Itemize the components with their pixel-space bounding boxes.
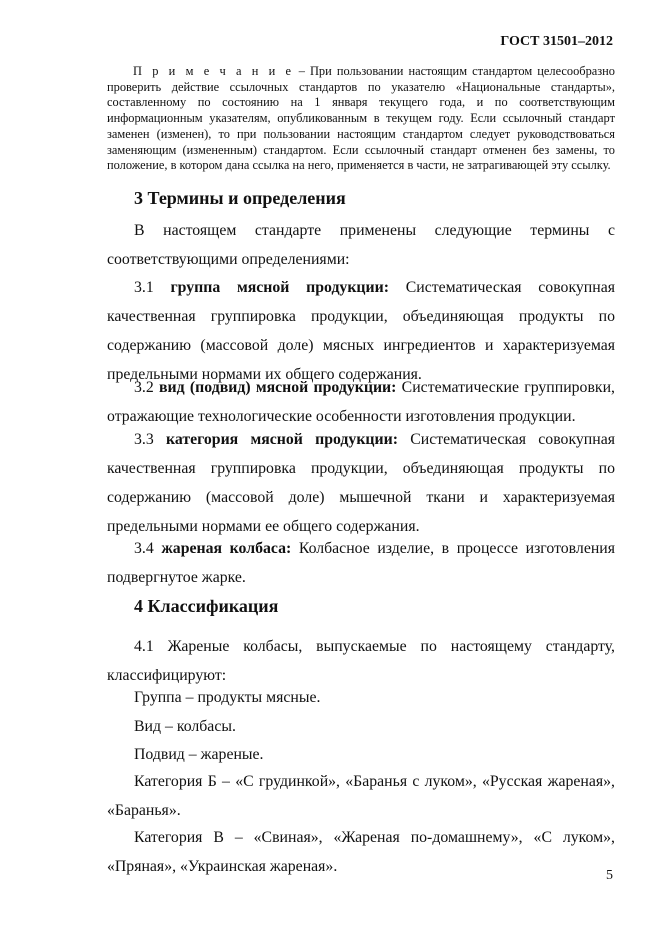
term-number: 3.1	[134, 279, 154, 296]
term-3-3	[107, 425, 615, 541]
term-name: группа мясной продукции:	[170, 279, 389, 296]
term-definition: Колбасное изделие, в процессе изготовления подвергнутое жарке.	[107, 540, 615, 586]
section-3-title: 3 Термины и определения	[134, 188, 346, 208]
section-3-intro: В настоящем стандарте применены следующие термины с соответствующими определениями:	[107, 222, 615, 268]
classification-category-b: Категория Б – «С грудинкой», «Баранья с луком», «Русская жареная», «Баранья».	[107, 773, 615, 819]
classification-subkind: Подвид – жареные.	[134, 746, 264, 763]
term-definition: Систематические группировки, отражающие технологические особенности изготовления продукции.	[107, 379, 615, 425]
section-4-title: 4 Классификация	[134, 596, 279, 616]
note-paragraph	[107, 64, 615, 174]
term-name: вид (подвид) мясной продукции:	[159, 379, 397, 396]
term-3-2	[107, 373, 615, 431]
classification-kind: Вид – колбасы.	[134, 718, 236, 735]
classification-group: Группа – продукты мясные.	[134, 689, 321, 706]
document-code: ГОСТ 31501–2012	[500, 34, 613, 49]
classification-category-v: Категория В – «Свиная», «Жареная по-домашнему», «С луком», «Пряная», «Украинская жареная».	[107, 829, 615, 875]
classification-intro: 4.1 Жареные колбасы, выпускаемые по настоящему стандарту, классифицируют:	[107, 638, 615, 684]
term-name: категория мясной продукции:	[165, 431, 398, 448]
term-number: 3.4	[134, 540, 154, 557]
term-3-4	[107, 534, 615, 592]
page-number: 5	[606, 868, 613, 883]
term-3-1	[107, 273, 615, 389]
term-name: жареная колбаса:	[161, 540, 292, 557]
term-definition: Систематическая совокупная качественная группировка продукции, объединяющая продукты по содержанию (массовой доле) мясных ингредиентов и характеризуемая предельными нормами их общего содержания.	[107, 279, 615, 383]
term-number: 3.3	[134, 431, 154, 448]
term-definition: Систематическая совокупная качественная группировка продукции, объединяющая продукты по содержанию (массовой доле) мышечной ткани и характеризуемая предельными нормами ее общего содержания.	[107, 431, 615, 535]
note-label: П р и м е ч а н и е	[133, 64, 294, 78]
term-number: 3.2	[134, 379, 154, 396]
note-text: – При пользовании настоящим стандартом целесообразно проверить действие ссылочных стандартов по указателю «Национальные стандарты», составленному по состоянию на 1 января текущего года, и по соответствующим информационным указателям, опубликованным в текущем году. Если ссылочный стандарт заменен (изменен), то при пользовании настоящим стандартом следует руководствоваться заменяющим (измененным) стандартом. Если ссылочный стандарт отменен без замены, то положение, в котором дана ссылка на него, применяется в части, не затрагивающей эту ссылку.	[107, 64, 615, 173]
